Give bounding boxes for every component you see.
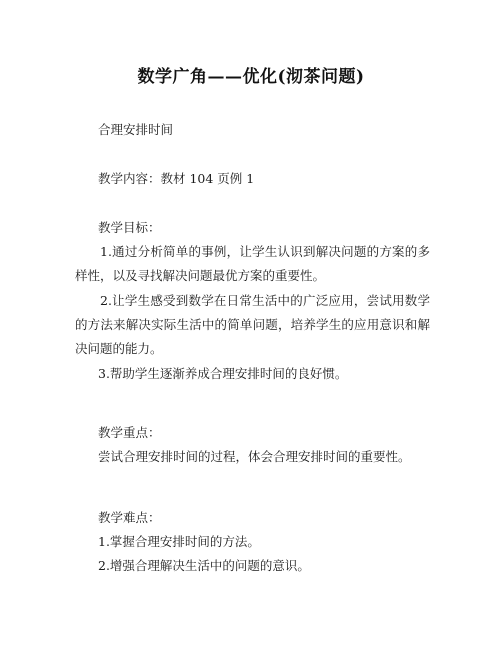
teaching-content-line: 教学内容：教材 104 页例 1 xyxy=(98,171,255,186)
key-points-text: 尝试合理安排时间的过程，体会合理安排时间的重要性。 xyxy=(98,449,411,464)
objective-item-2: 2.让学生感受到数学在日常生活中的广泛应用，尝试用数学的方法来解决实际生活中的简单问题，培养学生的应用意识和解决问题的能力。 xyxy=(75,293,430,356)
difficulties-label: 教学难点： xyxy=(98,510,161,525)
difficulty-item-2: 2.增强合理解决生活中的问题的意识。 xyxy=(98,558,310,573)
section-heading: 合理安排时间 xyxy=(98,122,174,137)
objectives-label: 教学目标： xyxy=(98,220,161,235)
objective-item-3: 3.帮助学生逐渐养成合理安排时间的良好惯。 xyxy=(98,366,348,381)
document-title: 数学广角——优化(沏茶问题) xyxy=(137,67,365,87)
key-points-label: 教学重点： xyxy=(98,425,161,440)
objective-item-1: 1.通过分析简单的事例，让学生认识到解决问题的方案的多样性，以及寻找解决问题最优方案的重要性。 xyxy=(75,244,430,283)
difficulty-item-1: 1.掌握合理安排时间的方法。 xyxy=(98,534,260,549)
